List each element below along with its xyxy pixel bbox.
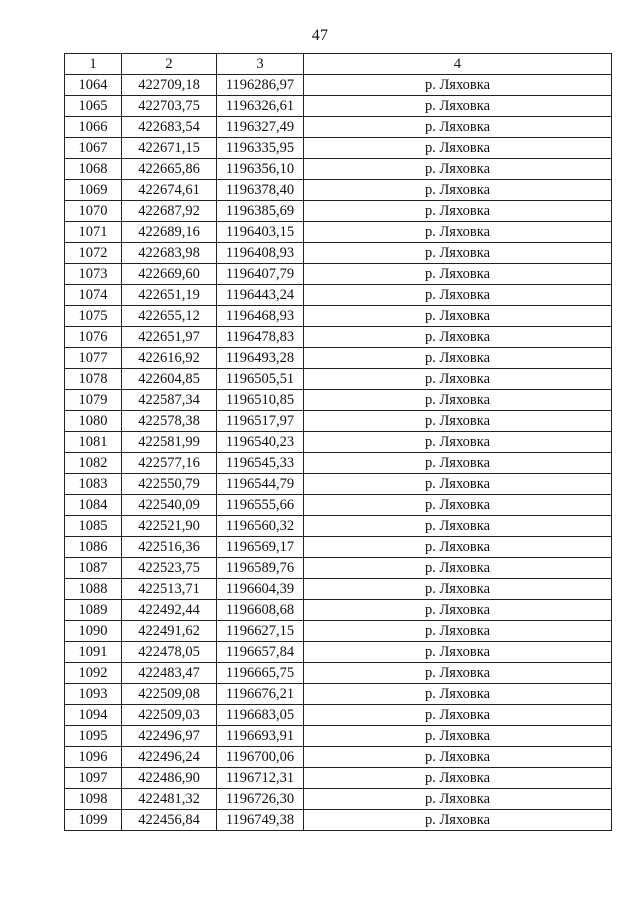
header-cell-y: 3	[217, 54, 304, 75]
cell-description: р. Ляховка	[304, 621, 612, 642]
cell-description: р. Ляховка	[304, 306, 612, 327]
cell-point-number: 1096	[65, 747, 122, 768]
table-row	[65, 684, 612, 705]
cell-x: 422587,34	[122, 390, 217, 411]
cell-x: 422478,05	[122, 642, 217, 663]
cell-point-number: 1071	[65, 222, 122, 243]
cell-description: р. Ляховка	[304, 684, 612, 705]
cell-point-number: 1078	[65, 369, 122, 390]
cell-x: 422651,97	[122, 327, 217, 348]
cell-point-number: 1073	[65, 264, 122, 285]
cell-point-number: 1074	[65, 285, 122, 306]
cell-point-number: 1070	[65, 201, 122, 222]
cell-y: 1196657,84	[217, 642, 304, 663]
cell-x: 422521,90	[122, 516, 217, 537]
cell-description: р. Ляховка	[304, 705, 612, 726]
cell-point-number: 1075	[65, 306, 122, 327]
table-row	[65, 222, 612, 243]
cell-x: 422481,32	[122, 789, 217, 810]
table-row	[65, 558, 612, 579]
cell-description: р. Ляховка	[304, 348, 612, 369]
header-row	[65, 54, 612, 75]
cell-x: 422540,09	[122, 495, 217, 516]
table-row	[65, 495, 612, 516]
cell-point-number: 1086	[65, 537, 122, 558]
cell-description: р. Ляховка	[304, 264, 612, 285]
cell-x: 422523,75	[122, 558, 217, 579]
table-row	[65, 138, 612, 159]
cell-y: 1196385,69	[217, 201, 304, 222]
cell-y: 1196468,93	[217, 306, 304, 327]
cell-point-number: 1098	[65, 789, 122, 810]
cell-y: 1196478,83	[217, 327, 304, 348]
cell-point-number: 1091	[65, 642, 122, 663]
cell-y: 1196589,76	[217, 558, 304, 579]
cell-y: 1196544,79	[217, 474, 304, 495]
header-cell-point-number: 1	[65, 54, 122, 75]
cell-description: р. Ляховка	[304, 516, 612, 537]
table-row	[65, 201, 612, 222]
cell-y: 1196286,97	[217, 75, 304, 96]
cell-point-number: 1092	[65, 663, 122, 684]
table-row	[65, 705, 612, 726]
cell-description: р. Ляховка	[304, 369, 612, 390]
cell-x: 422683,54	[122, 117, 217, 138]
cell-y: 1196693,91	[217, 726, 304, 747]
cell-x: 422456,84	[122, 810, 217, 831]
cell-point-number: 1072	[65, 243, 122, 264]
cell-point-number: 1090	[65, 621, 122, 642]
cell-x: 422486,90	[122, 768, 217, 789]
cell-x: 422665,86	[122, 159, 217, 180]
cell-point-number: 1094	[65, 705, 122, 726]
table-row	[65, 327, 612, 348]
cell-point-number: 1067	[65, 138, 122, 159]
cell-description: р. Ляховка	[304, 117, 612, 138]
cell-point-number: 1099	[65, 810, 122, 831]
table-row	[65, 642, 612, 663]
table-row	[65, 537, 612, 558]
cell-description: р. Ляховка	[304, 768, 612, 789]
cell-point-number: 1076	[65, 327, 122, 348]
cell-y: 1196517,97	[217, 411, 304, 432]
cell-x: 422651,19	[122, 285, 217, 306]
cell-point-number: 1081	[65, 432, 122, 453]
cell-description: р. Ляховка	[304, 138, 612, 159]
cell-point-number: 1064	[65, 75, 122, 96]
cell-y: 1196356,10	[217, 159, 304, 180]
cell-point-number: 1093	[65, 684, 122, 705]
cell-description: р. Ляховка	[304, 411, 612, 432]
table-row	[65, 285, 612, 306]
cell-y: 1196627,15	[217, 621, 304, 642]
cell-description: р. Ляховка	[304, 327, 612, 348]
table-row	[65, 369, 612, 390]
cell-description: р. Ляховка	[304, 579, 612, 600]
cell-y: 1196683,05	[217, 705, 304, 726]
table-row	[65, 96, 612, 117]
cell-description: р. Ляховка	[304, 159, 612, 180]
table-row	[65, 810, 612, 831]
table-row	[65, 663, 612, 684]
cell-x: 422496,24	[122, 747, 217, 768]
cell-description: р. Ляховка	[304, 432, 612, 453]
table-row	[65, 411, 612, 432]
table-row	[65, 789, 612, 810]
cell-x: 422674,61	[122, 180, 217, 201]
cell-description: р. Ляховка	[304, 663, 612, 684]
cell-description: р. Ляховка	[304, 558, 612, 579]
cell-description: р. Ляховка	[304, 453, 612, 474]
cell-point-number: 1087	[65, 558, 122, 579]
cell-y: 1196676,21	[217, 684, 304, 705]
cell-description: р. Ляховка	[304, 222, 612, 243]
cell-point-number: 1089	[65, 600, 122, 621]
cell-description: р. Ляховка	[304, 495, 612, 516]
cell-y: 1196443,24	[217, 285, 304, 306]
cell-x: 422655,12	[122, 306, 217, 327]
cell-point-number: 1065	[65, 96, 122, 117]
coordinates-table	[64, 53, 612, 831]
table-row	[65, 306, 612, 327]
table-row	[65, 432, 612, 453]
header-cell-x: 2	[122, 54, 217, 75]
cell-description: р. Ляховка	[304, 789, 612, 810]
table-header	[65, 54, 612, 75]
cell-y: 1196510,85	[217, 390, 304, 411]
cell-y: 1196403,15	[217, 222, 304, 243]
cell-x: 422491,62	[122, 621, 217, 642]
cell-description: р. Ляховка	[304, 747, 612, 768]
cell-point-number: 1080	[65, 411, 122, 432]
table-row	[65, 516, 612, 537]
table-row	[65, 579, 612, 600]
cell-point-number: 1085	[65, 516, 122, 537]
cell-point-number: 1082	[65, 453, 122, 474]
cell-x: 422513,71	[122, 579, 217, 600]
cell-y: 1196407,79	[217, 264, 304, 285]
cell-y: 1196545,33	[217, 453, 304, 474]
cell-x: 422516,36	[122, 537, 217, 558]
cell-description: р. Ляховка	[304, 642, 612, 663]
cell-y: 1196726,30	[217, 789, 304, 810]
cell-y: 1196749,38	[217, 810, 304, 831]
cell-y: 1196608,68	[217, 600, 304, 621]
table-row	[65, 390, 612, 411]
table-row	[65, 348, 612, 369]
cell-x: 422709,18	[122, 75, 217, 96]
table-row	[65, 726, 612, 747]
cell-description: р. Ляховка	[304, 726, 612, 747]
cell-description: р. Ляховка	[304, 243, 612, 264]
cell-x: 422483,47	[122, 663, 217, 684]
table-row	[65, 600, 612, 621]
cell-x: 422604,85	[122, 369, 217, 390]
table-row	[65, 117, 612, 138]
cell-description: р. Ляховка	[304, 75, 612, 96]
cell-x: 422492,44	[122, 600, 217, 621]
cell-point-number: 1077	[65, 348, 122, 369]
table-row	[65, 180, 612, 201]
cell-y: 1196505,51	[217, 369, 304, 390]
cell-point-number: 1084	[65, 495, 122, 516]
table-row	[65, 264, 612, 285]
cell-point-number: 1068	[65, 159, 122, 180]
cell-description: р. Ляховка	[304, 810, 612, 831]
cell-y: 1196569,17	[217, 537, 304, 558]
cell-description: р. Ляховка	[304, 201, 612, 222]
cell-y: 1196700,06	[217, 747, 304, 768]
table-row	[65, 768, 612, 789]
table-row	[65, 453, 612, 474]
cell-x: 422577,16	[122, 453, 217, 474]
cell-y: 1196540,23	[217, 432, 304, 453]
cell-y: 1196712,31	[217, 768, 304, 789]
cell-y: 1196604,39	[217, 579, 304, 600]
cell-point-number: 1097	[65, 768, 122, 789]
cell-description: р. Ляховка	[304, 537, 612, 558]
cell-point-number: 1079	[65, 390, 122, 411]
table-row	[65, 474, 612, 495]
cell-x: 422703,75	[122, 96, 217, 117]
cell-y: 1196335,95	[217, 138, 304, 159]
cell-y: 1196326,61	[217, 96, 304, 117]
cell-y: 1196493,28	[217, 348, 304, 369]
cell-point-number: 1069	[65, 180, 122, 201]
cell-x: 422509,08	[122, 684, 217, 705]
cell-y: 1196560,32	[217, 516, 304, 537]
cell-description: р. Ляховка	[304, 285, 612, 306]
cell-description: р. Ляховка	[304, 96, 612, 117]
cell-x: 422509,03	[122, 705, 217, 726]
cell-point-number: 1095	[65, 726, 122, 747]
cell-y: 1196665,75	[217, 663, 304, 684]
table-body	[65, 75, 612, 831]
table-row	[65, 621, 612, 642]
cell-x: 422687,92	[122, 201, 217, 222]
cell-x: 422616,92	[122, 348, 217, 369]
cell-x: 422496,97	[122, 726, 217, 747]
table-row	[65, 75, 612, 96]
cell-point-number: 1066	[65, 117, 122, 138]
cell-x: 422671,15	[122, 138, 217, 159]
cell-x: 422683,98	[122, 243, 217, 264]
page-number: 47	[311, 27, 329, 44]
table-row	[65, 243, 612, 264]
table-row	[65, 747, 612, 768]
header-cell-description: 4	[304, 54, 612, 75]
cell-x: 422689,16	[122, 222, 217, 243]
cell-y: 1196327,49	[217, 117, 304, 138]
cell-point-number: 1088	[65, 579, 122, 600]
cell-description: р. Ляховка	[304, 474, 612, 495]
cell-y: 1196378,40	[217, 180, 304, 201]
table-row	[65, 159, 612, 180]
cell-y: 1196408,93	[217, 243, 304, 264]
cell-y: 1196555,66	[217, 495, 304, 516]
cell-x: 422581,99	[122, 432, 217, 453]
cell-description: р. Ляховка	[304, 600, 612, 621]
cell-x: 422578,38	[122, 411, 217, 432]
cell-description: р. Ляховка	[304, 390, 612, 411]
cell-x: 422669,60	[122, 264, 217, 285]
cell-point-number: 1083	[65, 474, 122, 495]
cell-description: р. Ляховка	[304, 180, 612, 201]
cell-x: 422550,79	[122, 474, 217, 495]
